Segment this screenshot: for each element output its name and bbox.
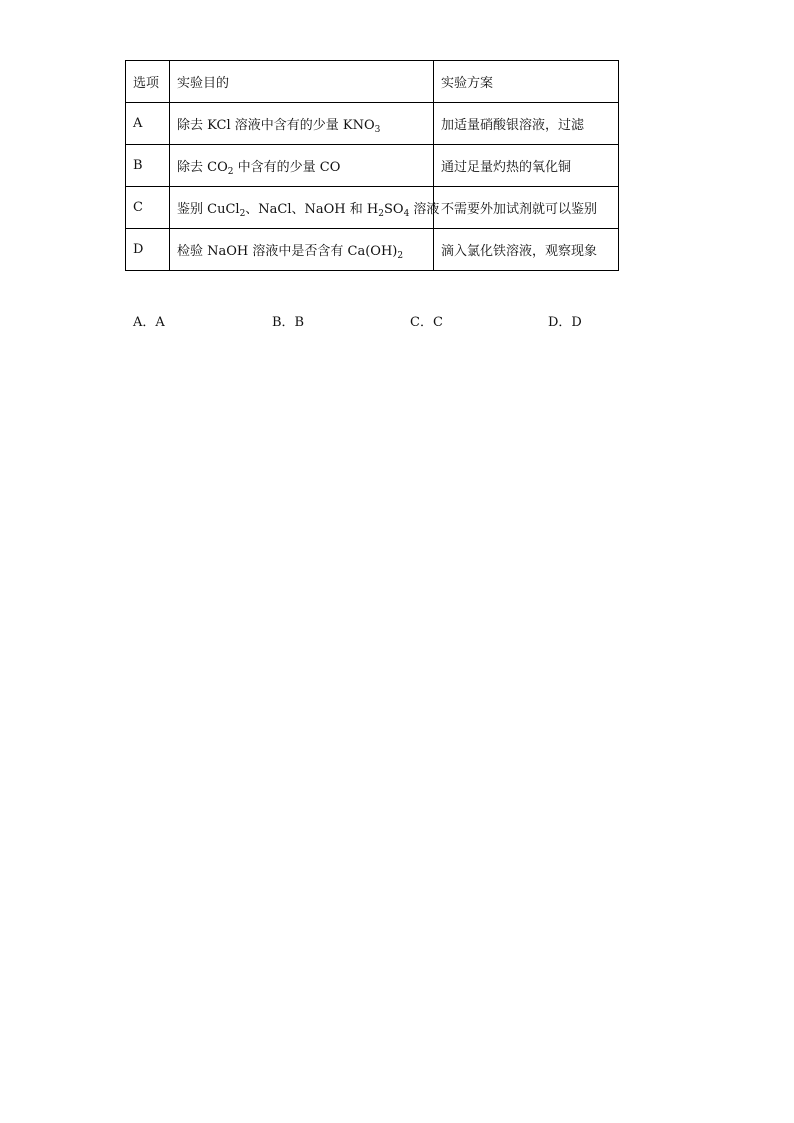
header-purpose: 实验目的 bbox=[170, 61, 434, 103]
row-plan: 通过足量灼热的氧化铜 bbox=[434, 145, 619, 187]
answer-choices bbox=[0, 311, 794, 329]
row-option: C bbox=[126, 187, 170, 229]
row-plan: 滴入氯化铁溶液，观察现象 bbox=[434, 229, 619, 271]
table-row bbox=[126, 103, 619, 145]
row-option: A bbox=[126, 103, 170, 145]
row-plan: 加适量硝酸银溶液，过滤 bbox=[434, 103, 619, 145]
choice-d[interactable]: D．D bbox=[548, 315, 582, 330]
header-option: 选项 bbox=[126, 61, 170, 103]
table-row bbox=[126, 145, 619, 187]
choice-b[interactable]: B．B bbox=[272, 315, 305, 330]
experiment-table bbox=[125, 60, 619, 271]
row-purpose: 除去 $CO_2$ 中含有的少量 CO bbox=[170, 145, 434, 187]
choice-c[interactable]: C．C bbox=[410, 315, 443, 330]
row-option: B bbox=[126, 145, 170, 187]
row-purpose: 除去 KCl 溶液中含有的少量 $KNO_3$ bbox=[170, 103, 434, 145]
row-option: D bbox=[126, 229, 170, 271]
header-plan: 实验方案 bbox=[434, 61, 619, 103]
table-header-row bbox=[126, 61, 619, 103]
choice-a[interactable]: A．A bbox=[133, 315, 165, 330]
row-plan: 不需要外加试剂就可以鉴别 bbox=[434, 187, 619, 229]
table-row bbox=[126, 229, 619, 271]
row-purpose: 检验 NaOH 溶液中是否含有 $Ca(OH)_2$ bbox=[170, 229, 434, 271]
row-purpose: 鉴别 CuCl$_2$、NaCl、NaOH 和 $H_2SO_4$ 溶液 bbox=[170, 187, 434, 229]
table-row bbox=[126, 187, 619, 229]
